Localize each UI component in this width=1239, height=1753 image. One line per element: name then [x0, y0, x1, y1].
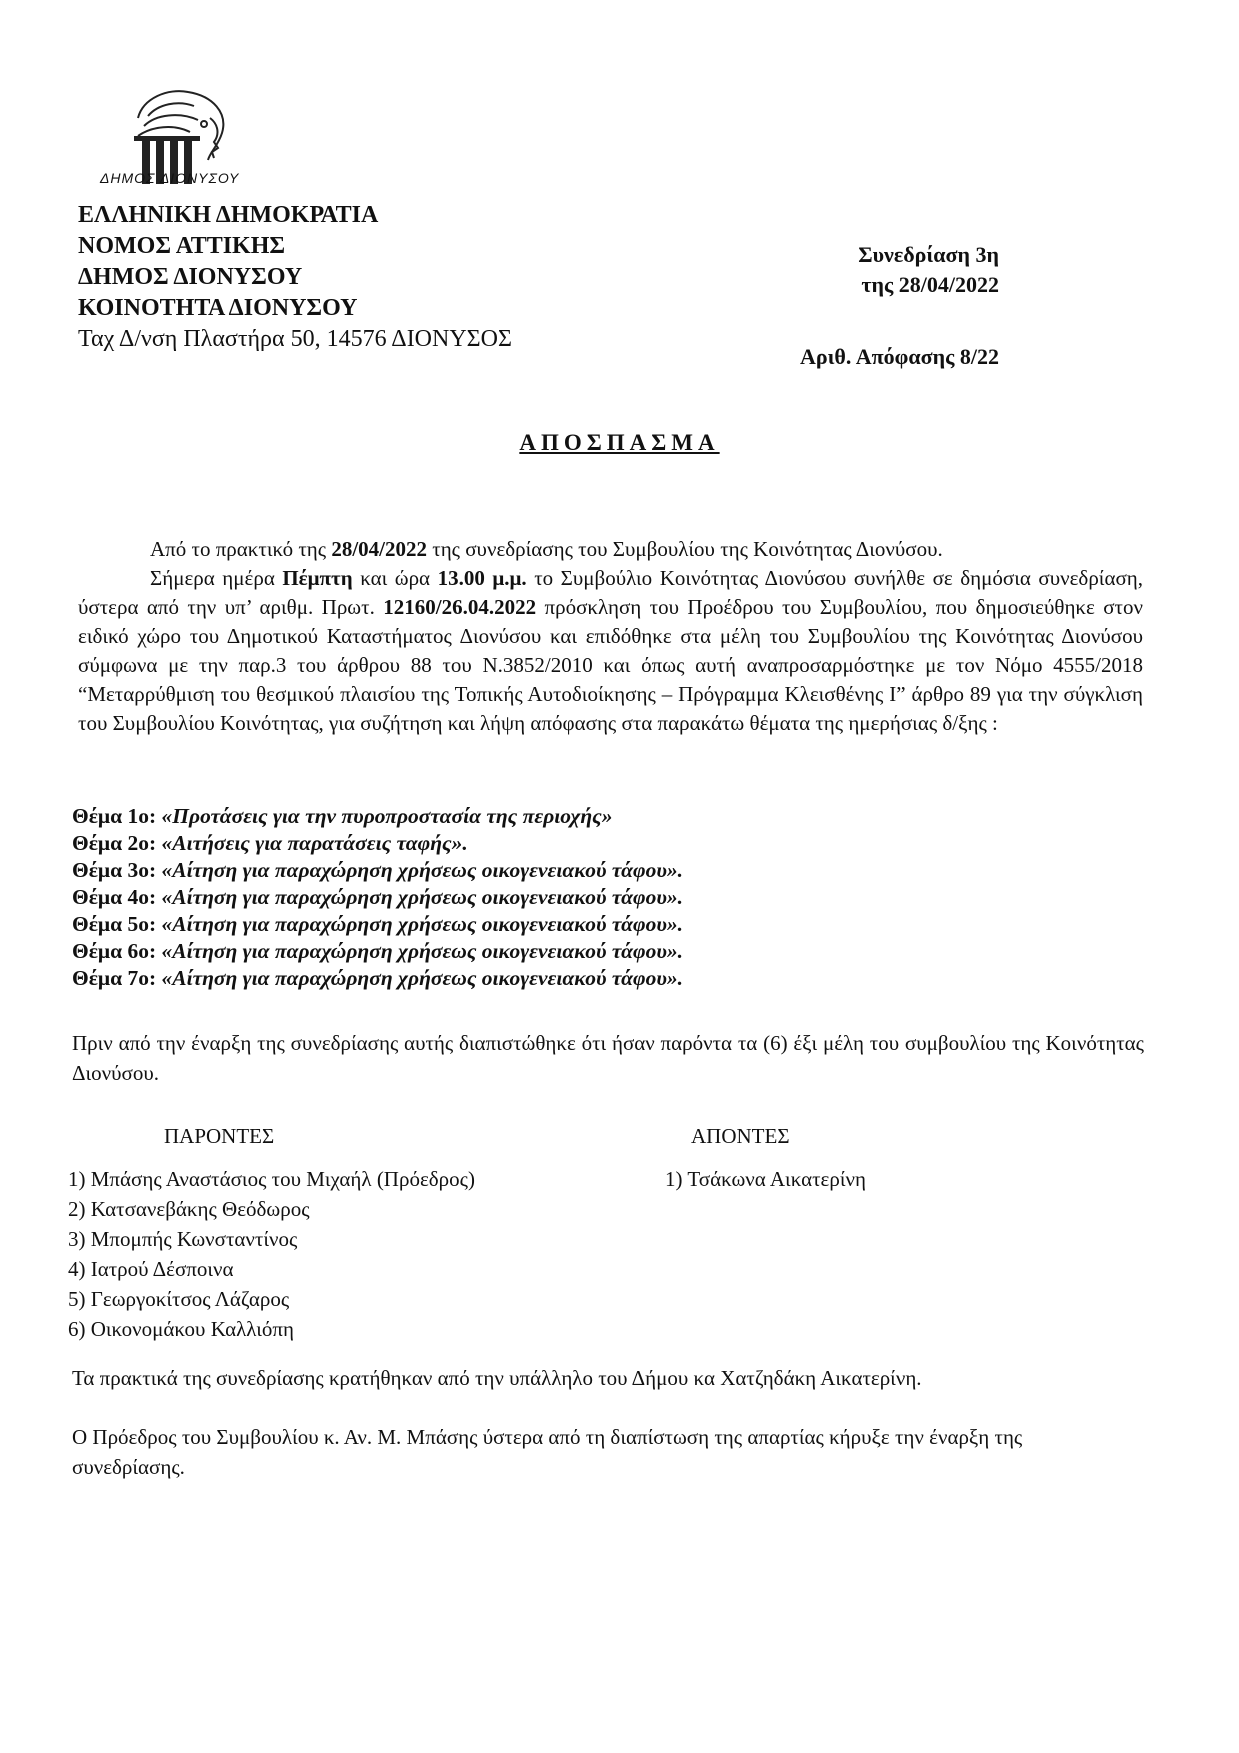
absent-member: 1) Τσάκωνα Αικατερίνη: [665, 1167, 866, 1191]
agenda-item-text: «Αίτηση για παραχώρηση χρήσεως οικογενειακού τάφου».: [161, 858, 683, 882]
present-member: 6) Οικονομάκου Καλλιόπη: [68, 1317, 294, 1341]
absent-heading: ΑΠΟΝΤΕΣ: [691, 1124, 790, 1148]
intro-p2-text-d: πρόσκληση του Προέδρου του Συμβουλίου, που δημοσιεύθηκε στον ειδικό χώρο του Δημοτικού Καταστήματος Διονύσου και επιδόθηκε στα μέλη του Συμβουλίου της Κοινότητας Διονύσου σύμφωνα με την παρ.3 του άρθρου 88 του Ν.3852/2010 και όπως αυτή αναπροσαρμόστηκε με τον Νόμο 4555/2018 “Μεταρρύθμιση του θεσμικού πλαισίου της Τοπικής Αυτοδιοίκησης – Πρόγραμμα Κλεισθένης Ι” άρθρο 89 για την σύγκλιση του Συμβουλίου Κοινότητας, για συζήτηση και λήψη απόφασης στα παρακάτω θέματα της ημερήσιας δ/ξης :: [78, 595, 1143, 735]
present-heading: ΠΑΡΟΝΤΕΣ: [164, 1124, 275, 1148]
logo-caption: ΔΗΜΟΣ ΔΙΟΝΥΣΟΥ: [100, 170, 240, 186]
minutes-statement: Τα πρακτικά της συνεδρίασης κρατήθηκαν από την υπάλληλο του Δήμου κα Χατζηδάκη Αικατερίνη.: [72, 1366, 922, 1390]
present-members-list: [68, 1164, 475, 1344]
intro-paragraph-1: [78, 535, 1143, 564]
issuer-line-municipality: ΔΗΜΟΣ ΔΙΟΝΥΣΟΥ: [78, 264, 303, 290]
agenda-item-text: «Αίτηση για παραχώρηση χρήσεως οικογενειακού τάφου».: [161, 885, 683, 909]
issuer-line-prefecture: ΝΟΜΟΣ ΑΤΤΙΚΗΣ: [78, 233, 286, 259]
intro-paragraph-2: [78, 564, 1143, 738]
agenda-item-label: Θέμα 1ο:: [72, 804, 157, 828]
intro-p1-date: 28/04/2022: [331, 537, 427, 561]
agenda-item-text: «Προτάσεις για την πυροπροστασία της περιοχής»: [161, 804, 613, 828]
absent-members-list: [665, 1164, 866, 1194]
present-member: 1) Μπάσης Αναστάσιος του Μιχαήλ (Πρόεδρος): [68, 1167, 475, 1191]
intro-p1-text-a: Από το πρακτικό της: [150, 537, 332, 561]
session-date: της 28/04/2022: [861, 272, 999, 297]
agenda-item-label: Θέμα 4ο:: [72, 885, 157, 909]
agenda-item: [72, 803, 683, 830]
agenda-item-label: Θέμα 5ο:: [72, 912, 157, 936]
present-member: 4) Ιατρού Δέσποινα: [68, 1257, 234, 1281]
agenda-item-text: «Αίτηση για παραχώρηση χρήσεως οικογενειακού τάφου».: [161, 966, 683, 990]
issuer-block: [78, 200, 512, 355]
issuer-line-republic: ΕΛΛΗΝΙΚΗ ΔΗΜΟΚΡΑΤΙΑ: [78, 202, 379, 228]
agenda-item: [72, 938, 683, 965]
present-member: 2) Κατσανεβάκης Θεόδωρος: [68, 1197, 310, 1221]
agenda-item-label: Θέμα 2ο:: [72, 831, 157, 855]
agenda-item-text: «Αίτηση για παραχώρηση χρήσεως οικογενειακού τάφου».: [161, 939, 683, 963]
agenda-item-text: «Αίτηση για παραχώρηση χρήσεως οικογενειακού τάφου».: [161, 912, 683, 936]
intro-p2-protocol-ref: 12160/26.04.2022: [383, 595, 537, 619]
agenda-item-label: Θέμα 6ο:: [72, 939, 157, 963]
agenda-item: [72, 965, 683, 992]
intro-p2-day: Πέμπτη: [282, 566, 353, 590]
agenda-item-label: Θέμα 3ο:: [72, 858, 157, 882]
intro-p2-time: 13.00 μ.μ.: [437, 566, 527, 590]
document-title-wrap: [0, 430, 1239, 456]
session-block: [800, 240, 999, 372]
present-member: 3) Μπομπής Κωνσταντίνος: [68, 1227, 298, 1251]
intro-p2-text-a: Σήμερα ημέρα: [150, 566, 283, 590]
document-title: ΑΠΟΣΠΑΣΜΑ: [519, 430, 720, 455]
issuer-line-community: ΚΟΙΝΟΤΗΤΑ ΔΙΟΝΥΣΟΥ: [78, 295, 358, 321]
present-member: 5) Γεωργοκίτσος Λάζαρος: [68, 1287, 290, 1311]
agenda-item-label: Θέμα 7ο:: [72, 966, 157, 990]
presence-statement: Πριν από την έναρξη της συνεδρίασης αυτής διαπιστώθηκε ότι ήσαν παρόντα τα (6) έξι μέλη του συμβουλίου της Κοινότητας Διονύσου.: [72, 1031, 1144, 1085]
session-number: Συνεδρίαση 3η: [858, 242, 999, 267]
intro-p2-text-b: και ώρα: [352, 566, 438, 590]
intro-text: [78, 535, 1143, 738]
issuer-address: Ταχ Δ/νση Πλαστήρα 50, 14576 ΔΙΟΝΥΣΟΣ: [78, 326, 512, 352]
agenda-item: [72, 884, 683, 911]
agenda-item: [72, 911, 683, 938]
agenda-topics: [72, 803, 683, 992]
intro-p2-text-c: το Συμβούλιο Κοινότητας Διονύσου συνήλθε σε δημόσια συνεδρίαση, ύστερα από την υπ’ αριθμ. Πρωτ.: [78, 566, 1143, 619]
president-statement: Ο Πρόεδρος του Συμβουλίου κ. Αν. Μ. Μπάσης ύστερα από τη διαπίστωση της απαρτίας κήρυξε την έναρξη της συνεδρίασης.: [72, 1425, 1023, 1479]
agenda-item: [72, 830, 683, 857]
decision-number: Αριθ. Απόφασης 8/22: [799, 344, 999, 369]
agenda-item-text: «Αιτήσεις για παρατάσεις ταφής».: [161, 831, 468, 855]
intro-p1-text-b: της συνεδρίασης του Συμβουλίου της Κοινότητας Διονύσου.: [427, 537, 943, 561]
agenda-item: [72, 857, 683, 884]
